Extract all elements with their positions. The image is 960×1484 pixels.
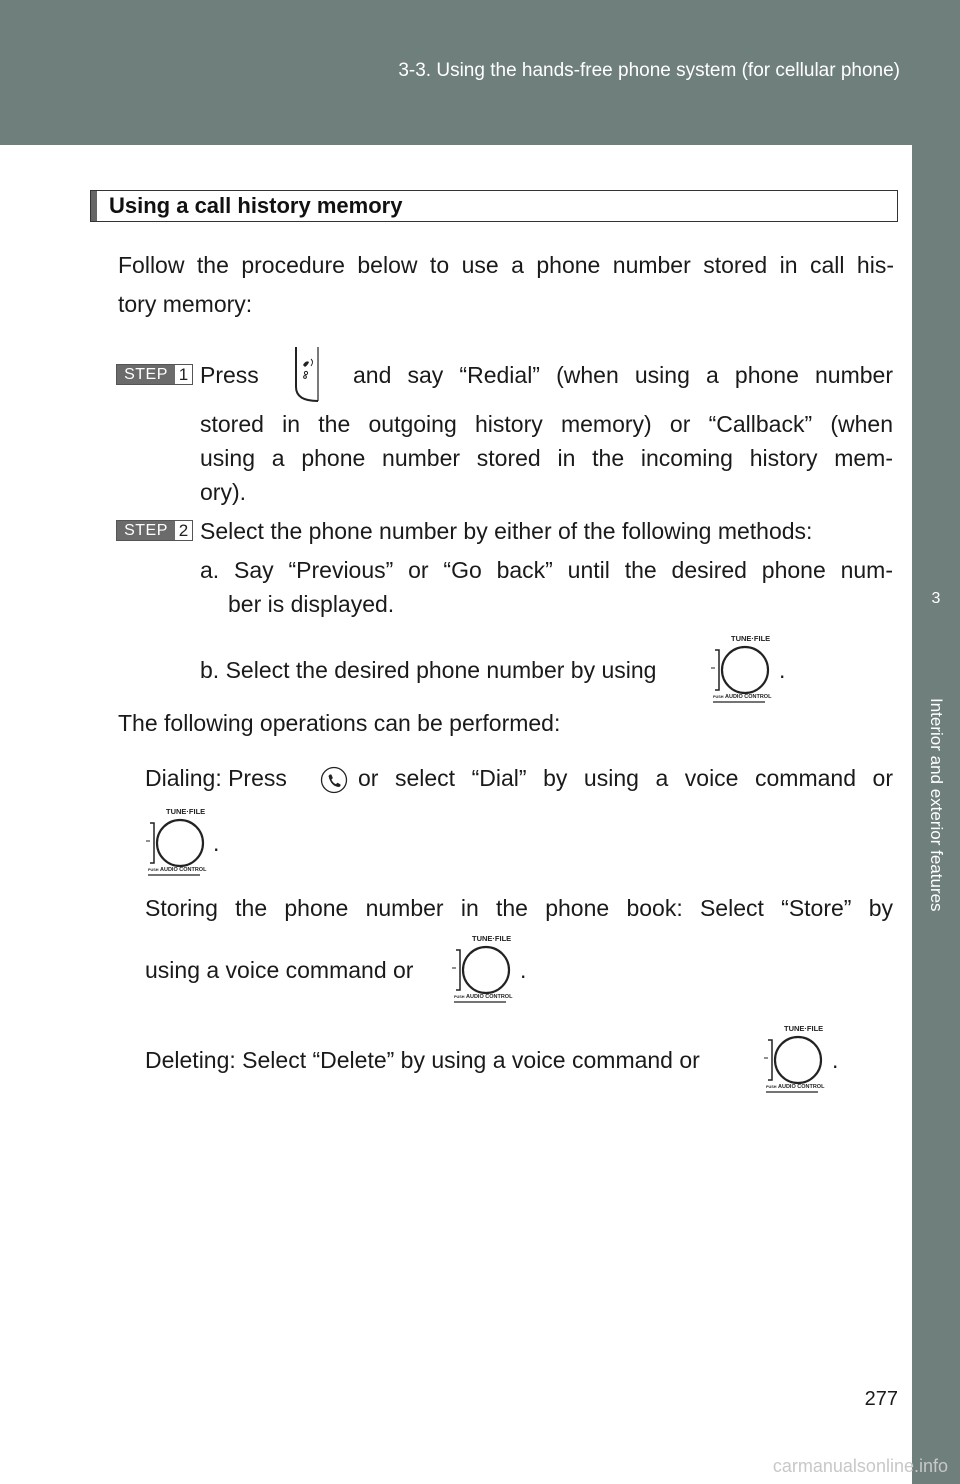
step-2-badge xyxy=(116,520,193,541)
knob-push: PUSH xyxy=(148,868,159,872)
step-2-number: 2 xyxy=(178,520,189,540)
tune-file-knob-icon xyxy=(446,932,520,1004)
step-2-option-a-line-2: ber is displayed. xyxy=(228,591,395,617)
step-1-line-2: stored in the outgoing history memory) or “Callback” (when xyxy=(200,411,893,437)
storing-line-2: using a voice command or xyxy=(145,957,414,983)
knob-bottom-label: AUDIO CONTROL xyxy=(466,994,513,1000)
dialing-period: . xyxy=(213,830,220,856)
step-2-line-1: Select the phone number by either of the following methods: xyxy=(200,518,813,544)
step-2-option-b-period: . xyxy=(779,657,786,683)
step-2-option-b-line: b. Select the desired phone number by using xyxy=(200,657,657,683)
intro-line-1: Follow the procedure below to use a phone number stored in call his- xyxy=(118,252,894,278)
intro-line-2: tory memory: xyxy=(118,291,253,317)
section-heading-bar xyxy=(91,191,97,221)
deleting-period: . xyxy=(832,1047,839,1073)
page-header xyxy=(0,0,960,145)
chapter-number: 3 xyxy=(931,590,941,607)
knob-top-label: TUNE·FILE xyxy=(472,934,512,943)
talk-switch-icon xyxy=(282,343,332,405)
storing-period: . xyxy=(520,957,527,983)
step-1-line-4: ory). xyxy=(200,479,246,505)
operations-intro: The following operations can be performed: xyxy=(118,710,561,736)
header-title: 3-3. Using the hands-free phone system (for cellular phone) xyxy=(398,60,900,81)
tune-file-knob-icon xyxy=(705,632,779,704)
knob-bottom-label: AUDIO CONTROL xyxy=(778,1084,825,1090)
chapter-label: Interior and exterior features xyxy=(927,698,946,912)
section-title: Using a call history memory xyxy=(109,193,403,218)
dialing-label: Dialing: Press xyxy=(145,765,287,791)
step-2-word: STEP xyxy=(117,521,175,540)
knob-top-label: TUNE·FILE xyxy=(166,807,206,816)
step-1-line-3: using a phone number stored in the incoming history mem- xyxy=(200,445,893,471)
step-2-option-a-line-1: a. Say “Previous” or “Go back” until the desired phone num- xyxy=(200,557,893,583)
tune-file-knob-icon xyxy=(758,1022,832,1094)
knob-push: PUSH xyxy=(766,1085,777,1089)
knob-push: PUSH xyxy=(454,995,465,999)
step-1-number: 1 xyxy=(178,364,189,384)
step-1-line-1: and say “Redial” (when using a phone number xyxy=(353,362,893,388)
knob-bottom-label: AUDIO CONTROL xyxy=(725,694,772,700)
watermark: carmanualsonline.info xyxy=(772,1456,948,1476)
knob-top-label: TUNE·FILE xyxy=(784,1024,824,1033)
step-1-badge xyxy=(116,364,193,385)
tune-file-knob-icon xyxy=(140,805,214,877)
knob-bottom-label: AUDIO CONTROL xyxy=(160,867,207,873)
knob-push: PUSH xyxy=(713,695,724,699)
step-1-word: STEP xyxy=(117,365,175,384)
page-number: 277 xyxy=(864,1388,898,1410)
step-1-press: Press xyxy=(200,362,259,388)
chapter-label-wrap xyxy=(912,660,960,950)
dialing-line-1: or select “Dial” by using a voice command or xyxy=(358,765,893,791)
phone-off-hook-icon xyxy=(320,766,348,794)
section-heading xyxy=(90,190,898,222)
deleting-line: Deleting: Select “Delete” by using a voice command or xyxy=(145,1047,700,1073)
knob-top-label: TUNE·FILE xyxy=(731,634,771,643)
storing-line-1: Storing the phone number in the phone book: Select “Store” by xyxy=(145,895,893,921)
